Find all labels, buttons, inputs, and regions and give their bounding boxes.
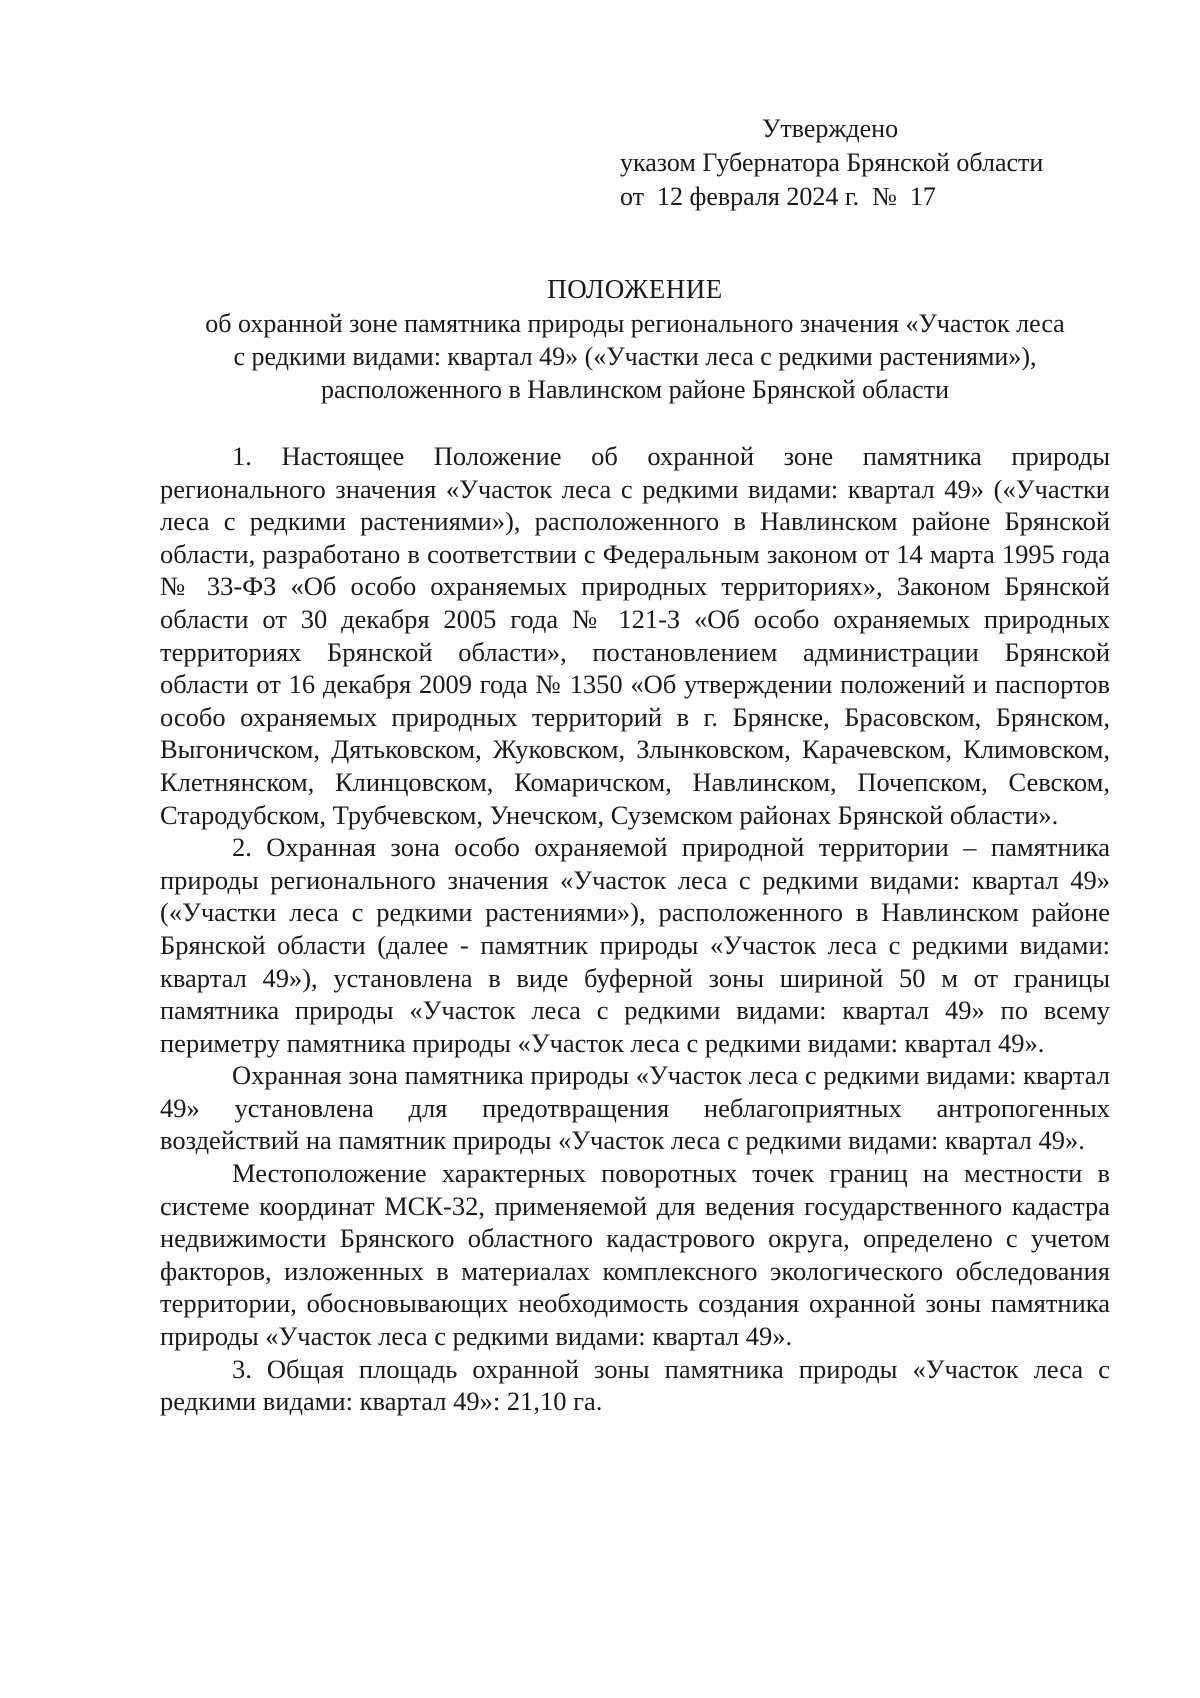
document-subtitle-line-2: с редкими видами: квартал 49» («Участки леса с редкими растениями»), bbox=[233, 342, 1037, 371]
approval-stamp bbox=[620, 112, 1043, 214]
document-subtitle-line-3: расположенного в Навлинском районе Брянской области bbox=[320, 375, 949, 404]
paragraph-2-location: Местоположение характерных поворотных точек границ на местности в системе координат МСК-32, применяемой для ведения государственного кадастра недвижимости Брянского областного кадастрового округа, определено с учетом факторов, изложенных в материалах комплексного экологического обследования территории, обосновывающих необходимость создания охранной зоны памятника природы «Участок леса с редкими видами: квартал 49». bbox=[160, 1158, 1110, 1352]
paragraph-2: 2. Охранная зона особо охраняемой природной территории – памятника природы регионального значения «Участок леса с редкими видами: квартал 49» («Участки леса с редкими растениями»), расположенного в Навлинском районе Брянской области (далее - памятник природы «Участок леса с редкими видами: квартал 49»), установлена в виде буферной зоны шириной 50 м от границы памятника природы «Участок леса с редкими видами: квартал 49» по всему периметру памятника природы «Участок леса с редкими видами: квартал 49». bbox=[160, 832, 1110, 1058]
document-title: ПОЛОЖЕНИЕ bbox=[547, 274, 723, 304]
paragraph-3: 3. Общая площадь охранной зоны памятника природы «Участок леса с редкими видами: квартал 49»: 21,10 га. bbox=[160, 1353, 1110, 1417]
paragraph-1: 1. Настоящее Положение об охранной зоне памятника природы регионального значения «Участок леса с редкими видами: квартал 49» («Участки леса с редкими растениями»), расположенного в Навлинском районе Брянской области, разработано в соответствии с Федеральным законом от 14 марта 1995 года № 33-ФЗ «Об особо охраняемых природных территориях», Законом Брянской области от 30 декабря 2005 года № 121-З «Об особо охраняемых природных территориях Брянской области», постановлением администрации Брянской области от 16 декабря 2009 года № 1350 «Об утверждении положений и паспортов особо охраняемых природных территорий в г. Брянске, Брасовском, Брянском, Выгоничском, Дятьковском, Жуковском, Злынковском, Карачевском, Климовском, Клетнянском, Клинцовском, Комаричском, Навлинском, Почепском, Севском, Стародубском, Трубчевском, Унечском, Суземском районах Брянской области». bbox=[160, 441, 1110, 830]
document-body bbox=[160, 440, 1110, 1418]
approval-line-approved: Утверждено bbox=[762, 114, 899, 143]
paragraph-2-purpose: Охранная зона памятника природы «Участок леса с редкими видами: квартал 49» установлена для предотвращения неблагоприятных антропогенных воздействий на памятник природы «Участок леса с редкими видами: квартал 49». bbox=[160, 1060, 1110, 1156]
document-subtitle-line-1: об охранной зоне памятника природы регионального значения «Участок леса bbox=[205, 309, 1065, 338]
document-title-block bbox=[150, 273, 1120, 406]
approval-line-decree: указом Губернатора Брянской области bbox=[620, 148, 1044, 177]
approval-line-date: от 12 февраля 2024 г. № 17 bbox=[620, 182, 936, 211]
